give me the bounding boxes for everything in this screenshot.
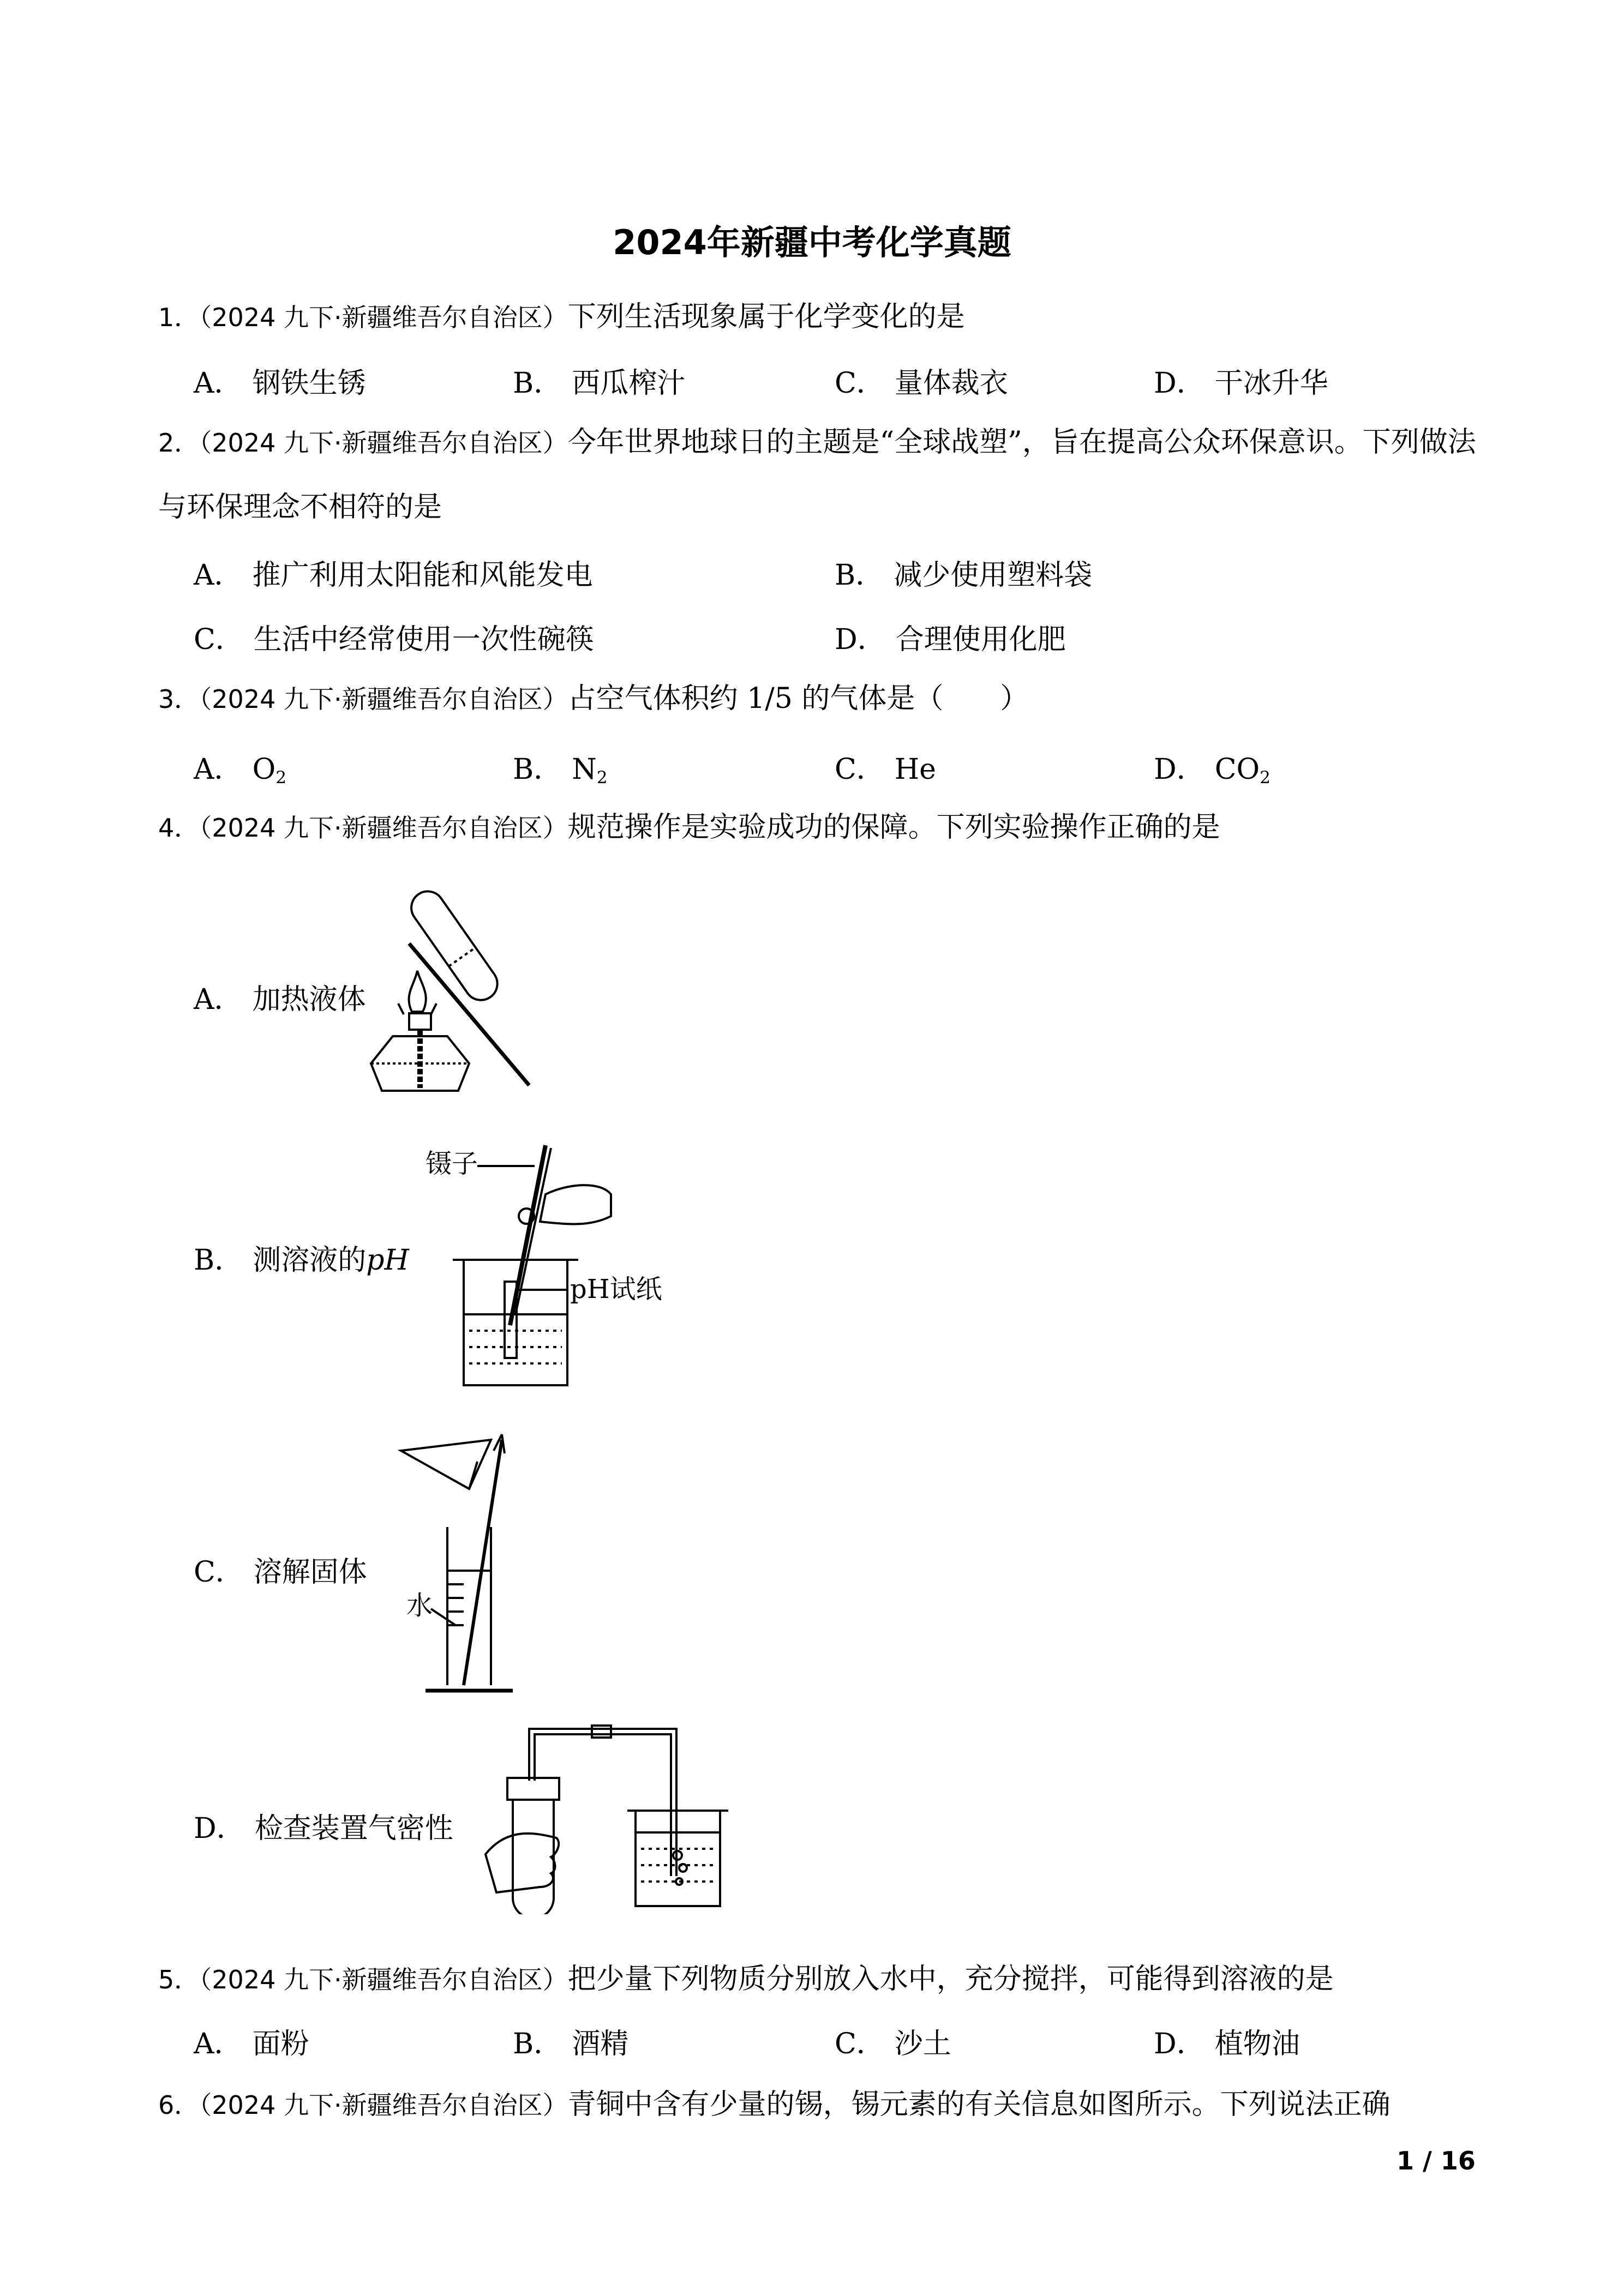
question-stem: 规范操作是实验成功的保障。下列实验操作正确的是 <box>567 811 1220 844</box>
option-a: A． 钢铁生锈 <box>194 367 366 400</box>
option-d: D． 植物油 <box>1154 2028 1300 2060</box>
question-number: 6． <box>158 2090 200 2120</box>
option-b: B． 西瓜榨汁 <box>513 367 686 400</box>
ph-paper-label: pH试纸 <box>570 1274 662 1305</box>
option-b: B． 减少使用塑料袋 <box>835 559 1093 592</box>
question-number: 4． <box>158 813 200 843</box>
heating-liquid-figure <box>360 878 546 1107</box>
question-5 <box>158 1947 1484 2012</box>
option-a: A． 推广利用太阳能和风能发电 <box>194 559 593 592</box>
question-source: （2024 九下·新疆维吾尔自治区） <box>199 428 568 458</box>
option-c: C． He <box>835 753 936 786</box>
question-2 <box>158 410 1484 539</box>
question-number: 1． <box>158 303 200 332</box>
option-d: D． $CO_2$ <box>1154 753 1271 788</box>
option-a: A． $O_2$ <box>194 753 287 788</box>
question-4 <box>158 795 1484 860</box>
question-source: （2024 九下·新疆维吾尔自治区） <box>199 2090 568 2120</box>
ph-test-figure <box>404 1134 687 1402</box>
option-a: A． 加热液体 <box>194 983 366 1016</box>
water-label: 水 <box>406 1590 433 1621</box>
option-a: A． 面粉 <box>194 2028 309 2060</box>
question-source: （2024 九下·新疆维吾尔自治区） <box>199 1965 568 1994</box>
question-stem: 今年世界地球日的主题是“全球战塑”，旨在提高公众环保意识。下列做法与环保理念不相符的是 <box>158 426 1476 524</box>
option-c: C． 溶解固体 <box>194 1556 367 1589</box>
question-6 <box>158 2072 1484 2137</box>
question-stem: 占空气体积约 1/5 的气体是（ ） <box>567 682 1029 715</box>
question-3 <box>158 666 1484 731</box>
airtightness-figure <box>475 1718 747 1914</box>
question-stem: 青铜中含有少量的锡，锡元素的有关信息如图所示。下列说法正确 <box>567 2088 1391 2121</box>
question-number: 5． <box>158 1965 200 1994</box>
question-source: （2024 九下·新疆维吾尔自治区） <box>199 684 568 714</box>
question-number: 2． <box>158 428 200 458</box>
question-1 <box>158 285 1484 350</box>
page-number: 1 / 16 <box>1397 2146 1476 2175</box>
question-source: （2024 九下·新疆维吾尔自治区） <box>199 303 568 332</box>
question-stem: 下列生活现象属于化学变化的是 <box>567 300 965 333</box>
question-stem: 把少量下列物质分别放入水中，充分搅拌，可能得到溶液的是 <box>567 1963 1334 1996</box>
tweezers-label: 镊子 <box>426 1149 478 1179</box>
option-b: B． 测溶液的pH <box>194 1244 409 1277</box>
option-c: C． 量体裁衣 <box>835 367 1008 400</box>
dissolve-solid-figure <box>393 1429 556 1707</box>
option-d: D． 检查装置气密性 <box>194 1812 453 1845</box>
question-number: 3． <box>158 684 200 714</box>
option-b: B． 酒精 <box>513 2028 629 2060</box>
option-c: C． 生活中经常使用一次性碗筷 <box>194 623 594 656</box>
option-c: C． 沙土 <box>835 2028 951 2060</box>
question-source: （2024 九下·新疆维吾尔自治区） <box>199 813 568 843</box>
option-d: D． 合理使用化肥 <box>835 623 1066 656</box>
option-d: D． 干冰升华 <box>1154 367 1328 400</box>
option-b: B． $N_2$ <box>513 753 608 788</box>
page-title: 2024年新疆中考化学真题 <box>613 223 1011 262</box>
